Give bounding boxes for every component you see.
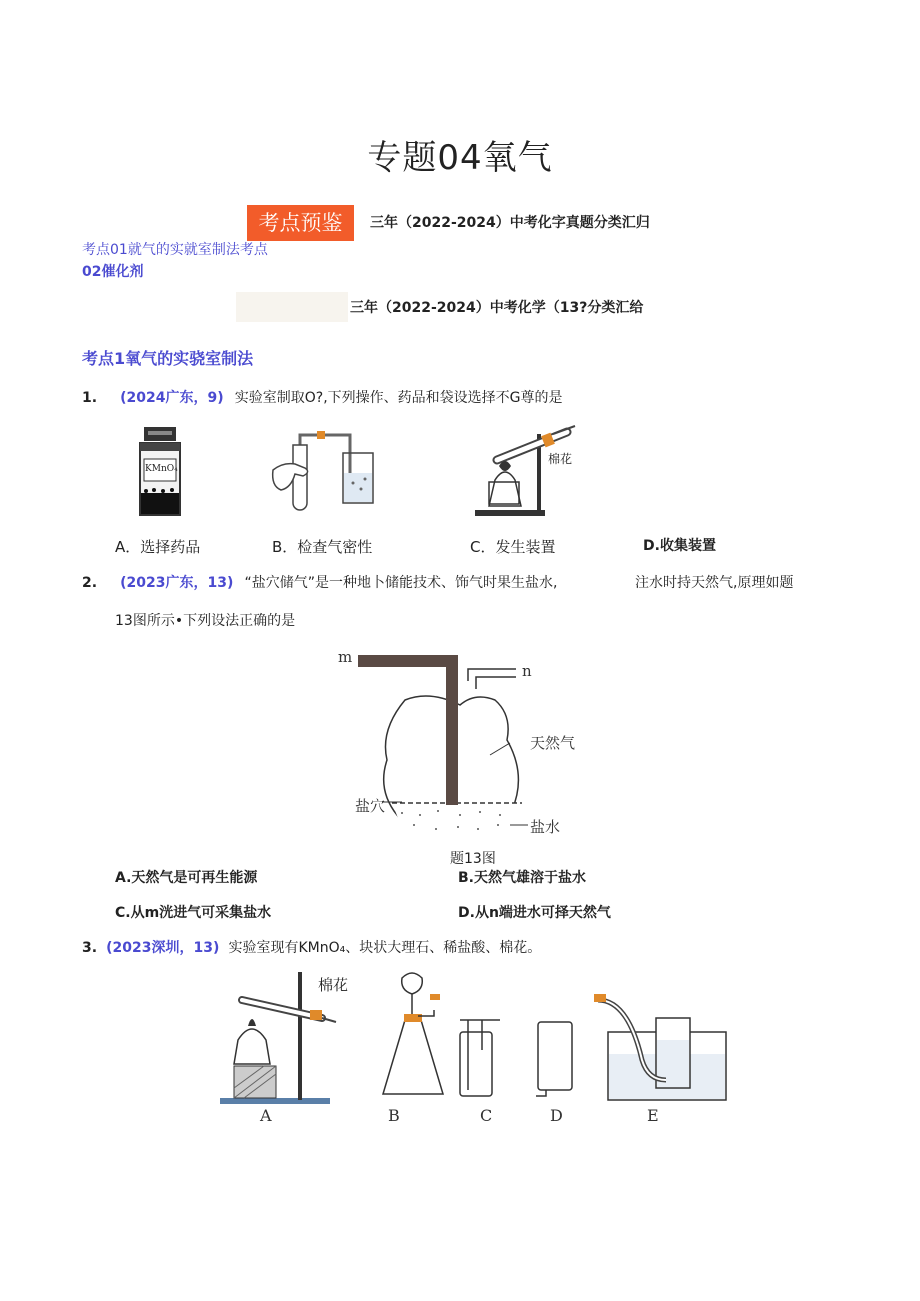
summary-heading-2: 三年（2022-2024）中考化学（13?分类汇给 xyxy=(350,300,644,316)
section-badge: 考点预鉴 xyxy=(247,205,354,241)
cotton-label: 棉花 xyxy=(318,976,349,994)
apparatus-label-b: B xyxy=(388,1106,400,1125)
pale-banner xyxy=(236,292,348,322)
option-d[interactable]: D.从n端进水可择天然气 xyxy=(458,905,611,921)
airtightness-figure xyxy=(265,425,380,515)
question-source: (2024广东，9) xyxy=(120,390,224,406)
apparatus-figure xyxy=(220,970,730,1110)
bottle-label: KMnO₄ xyxy=(145,464,178,474)
question-number: 2. xyxy=(82,575,98,591)
label-natural-gas: 天然气 xyxy=(530,734,576,752)
toc xyxy=(82,239,292,283)
question-text: 实验室制取O?,下列操作、药品和袋设选择不G尊的是 xyxy=(234,390,563,406)
question-2 xyxy=(82,572,557,592)
generator-figure xyxy=(475,420,585,520)
toc-item-1[interactable]: 考点01就气的实就室制法考点 xyxy=(82,242,268,258)
apparatus-label-c: C xyxy=(480,1106,493,1125)
label-brine: 盐水 xyxy=(530,818,561,836)
question-3 xyxy=(82,937,541,957)
question-text-cont: 注水时持天然气,原理如题 xyxy=(635,575,794,591)
option-b[interactable]: B.天然气雄溶于盐水 xyxy=(458,870,586,886)
option-b[interactable]: B．检查气密性 xyxy=(272,538,373,556)
page-title: 专题04氧气 xyxy=(367,138,553,178)
option-a[interactable]: A.天然气是可再生能源 xyxy=(115,870,258,886)
label-m: m xyxy=(338,648,353,666)
question-source: (2023广东，13) xyxy=(120,575,234,591)
summary-heading: 三年（2022-2024）中考化字真题分类汇归 xyxy=(370,215,650,231)
question-number: 1. xyxy=(82,390,98,406)
cotton-label: 棉花 xyxy=(548,452,573,466)
question-1 xyxy=(82,387,563,407)
question-number: 3. xyxy=(82,940,98,956)
figure-caption: 题13图 xyxy=(450,851,496,867)
apparatus-label-a: A xyxy=(260,1106,272,1125)
label-n: n xyxy=(522,662,532,680)
apparatus-label-d: D xyxy=(550,1106,563,1125)
toc-item-2[interactable]: 02催化剂 xyxy=(82,264,144,280)
apparatus-label-e: E xyxy=(647,1106,659,1125)
option-c[interactable]: C.从m洸进气可采集盐水 xyxy=(115,905,272,921)
question-text: 实验室现有KMnO₄、块状大理石、稀盐酸、棉花。 xyxy=(228,940,542,956)
label-salt-cave: 盐穴 xyxy=(355,797,386,815)
question-source: (2023深圳，13) xyxy=(106,940,220,956)
section-title: 考点1氧气的实骁室制法 xyxy=(82,349,254,368)
option-d[interactable]: D.收集装置 xyxy=(643,538,716,554)
question-text: “盐穴储气”是一种地卜储能技术、饰气时果生盐水, xyxy=(244,575,558,591)
option-c[interactable]: C．发生装置 xyxy=(470,538,556,556)
option-a[interactable]: A．选择药品 xyxy=(115,538,201,556)
question-text-line2: 13图所示•下列设法正确的是 xyxy=(115,613,296,629)
